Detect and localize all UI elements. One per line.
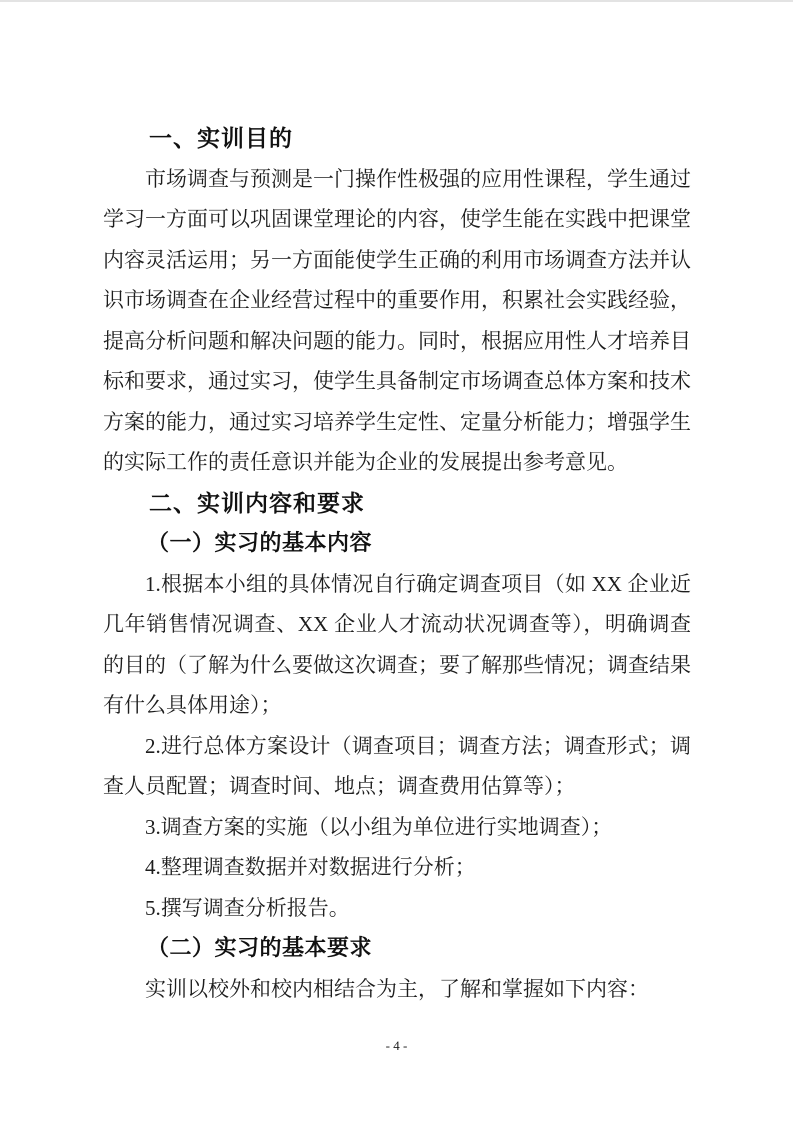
page-number: - 4 - (385, 1038, 408, 1053)
list-item-1: 1.根据本小组的具体情况自行确定调查项目（如 XX 企业近几年销售情况调查、XX 企业人才流动状况调查等），明确调查的目的（了解为什么要做这次调查；要了解那些情况；调查结果有什么具体用途）； (103, 571, 691, 717)
paragraph-basic-requirements-intro: 实训以校外和校内相结合为主，了解和掌握如下内容： (145, 976, 649, 1001)
section-heading-training-purpose: 一、实训目的 (149, 125, 293, 151)
list-item-2: 2.进行总体方案设计（调查项目；调查方法；调查形式；调查人员配置；调查时间、地点；调查费用估算等）； (103, 733, 691, 798)
scan-edge-line (0, 0, 793, 2)
paragraph-training-purpose: 市场调查与预测是一门操作性极强的应用性课程，学生通过学习一方面可以巩固课堂理论的内容，使学生能在实践中把课堂内容灵活运用；另一方面能使学生正确的利用市场调查方法并认识市场调查在企业经营过程中的重要作用，积累社会实践经验，提高分析问题和解决问题的能力。同时，根据应用性人才培养目标和要求，通过实习，使学生具备制定市场调查总体方案和技术方案的能力，通过实习培养学生定性、定量分析能力；增强学生的实际工作的责任意识并能为企业的发展提出参考意见。 (103, 166, 691, 474)
list-item-5: 5.撰写调查分析报告。 (145, 895, 350, 920)
list-item-4: 4.整理调查数据并对数据进行分析； (145, 855, 476, 879)
subsection-heading-basic-content: （一）实习的基本内容 (147, 530, 373, 555)
list-item-3: 3.调查方案的实施（以小组为单位进行实地调查）； (145, 814, 613, 839)
subsection-heading-basic-requirements: （二）实习的基本要求 (147, 935, 373, 960)
section-heading-content-requirements: 二、实训内容和要求 (149, 489, 365, 516)
page-content (103, 118, 691, 1009)
